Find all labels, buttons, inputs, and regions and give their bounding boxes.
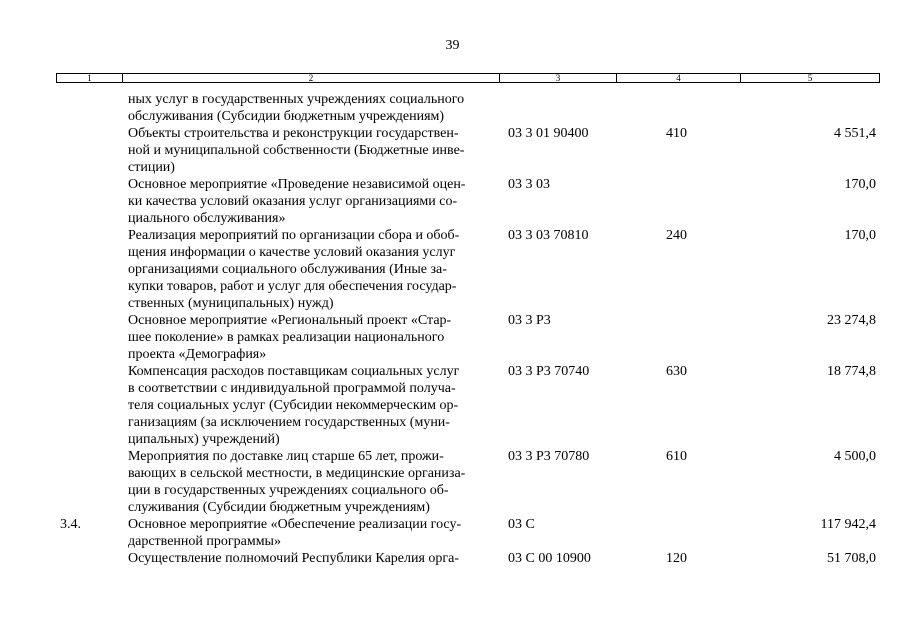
row-name <box>128 125 492 176</box>
row-number: 3.4. <box>60 517 81 532</box>
row-name-line: Реализация мероприятий по организации сбора и обоб- <box>128 228 460 243</box>
row-code: 03 3 P3 70780 <box>508 449 590 464</box>
row-name-line: ки качества условий оказания услуг организациями со- <box>128 194 458 209</box>
table-row <box>0 312 905 363</box>
row-name <box>128 227 492 312</box>
table-row <box>0 550 905 567</box>
table-row <box>0 176 905 227</box>
row-name-line: служивания (Субсидии бюджетным учреждениям) <box>128 500 430 515</box>
row-amount: 4 500,0 <box>834 449 876 464</box>
row-code: 03 3 03 <box>508 177 550 192</box>
header-col-1: 1 <box>57 74 123 82</box>
row-code: 03 3 P3 <box>508 313 551 328</box>
row-name-line: шее поколение» в рамках реализации национального <box>128 330 445 345</box>
row-expense-type: 240 <box>666 228 687 243</box>
row-name-line: Основное мероприятие «Региональный проект «Стар- <box>128 313 452 328</box>
row-expense-type: 610 <box>666 449 687 464</box>
row-name-line: купки товаров, работ и услуг для обеспечения государ- <box>128 279 457 294</box>
row-name-line: обслуживания (Субсидии бюджетным учреждениям) <box>128 109 445 124</box>
row-name <box>128 516 492 550</box>
table-row <box>0 448 905 516</box>
row-name-line: проекта «Демография» <box>128 347 267 362</box>
header-col-2: 2 <box>123 74 500 82</box>
row-name-line: ципальных) учреждений) <box>128 432 280 447</box>
row-expense-type: 410 <box>666 126 687 141</box>
row-name-line: Основное мероприятие «Обеспечение реализации госу- <box>128 517 462 532</box>
table-row <box>0 516 905 550</box>
table-row <box>0 363 905 448</box>
row-name-line: ных услуг в государственных учреждениях социального <box>128 92 465 107</box>
row-name-line: ственных (муниципальных) нужд) <box>128 296 334 311</box>
row-amount: 4 551,4 <box>834 126 876 141</box>
row-amount: 23 274,8 <box>827 313 876 328</box>
row-expense-type: 120 <box>666 551 687 566</box>
row-name-line: Объекты строительства и реконструкции государствен- <box>128 126 459 141</box>
row-name <box>128 363 492 448</box>
header-col-5: 5 <box>807 73 813 83</box>
row-name-line: Компенсация расходов поставщикам социальных услуг <box>128 364 460 379</box>
row-amount: 170,0 <box>844 228 876 243</box>
row-name-line: дарственной программы» <box>128 534 281 549</box>
row-name-line: циального обслуживания» <box>128 211 286 226</box>
row-code: 03 С 00 10900 <box>508 551 591 566</box>
row-name <box>128 91 492 125</box>
table-row <box>0 91 905 125</box>
row-name <box>128 448 492 516</box>
row-code: 03 3 03 70810 <box>508 228 589 243</box>
row-name-line: ции в государственных учреждениях социального об- <box>128 483 449 498</box>
row-name-line: ной и муниципальной собственности (Бюджетные инве- <box>128 143 465 158</box>
row-name-line: щения информации о качестве условий оказания услуг <box>128 245 456 260</box>
table-row <box>0 227 905 312</box>
row-name <box>128 550 492 567</box>
row-name-line: Основное мероприятие «Проведение независимой оцен- <box>128 177 466 192</box>
table-row <box>0 125 905 176</box>
row-code: 03 С <box>508 517 535 532</box>
row-amount: 170,0 <box>844 177 876 192</box>
row-code: 03 3 P3 70740 <box>508 364 590 379</box>
row-name-line: организациями социального обслуживания (Иные за- <box>128 262 447 277</box>
row-name-line: стиции) <box>128 160 175 175</box>
header-col-4: 4 <box>617 74 741 82</box>
header-col-3: 3 <box>500 74 617 82</box>
row-amount: 117 942,4 <box>820 517 876 532</box>
row-name-line: теля социальных услуг (Субсидии некоммерческим ор- <box>128 398 459 413</box>
row-name <box>128 312 492 363</box>
row-name-line: вающих в сельской местности, в медицинские организа- <box>128 466 466 481</box>
row-amount: 51 708,0 <box>827 551 876 566</box>
row-name-line: Осуществление полномочий Республики Карелия орга- <box>128 551 460 566</box>
page-number: 39 <box>445 38 460 53</box>
row-code: 03 3 01 90400 <box>508 126 589 141</box>
row-name-line: Мероприятия по доставке лиц старше 65 лет, прожи- <box>128 449 444 464</box>
row-name-line: в соответствии с индивидуальной программой получа- <box>128 381 456 396</box>
row-name <box>128 176 492 227</box>
row-expense-type: 630 <box>666 364 687 379</box>
row-name-line: ганизациям (за исключением государственных (муни- <box>128 415 450 430</box>
row-amount: 18 774,8 <box>827 364 876 379</box>
table-header <box>56 73 880 83</box>
table-body <box>0 91 905 567</box>
